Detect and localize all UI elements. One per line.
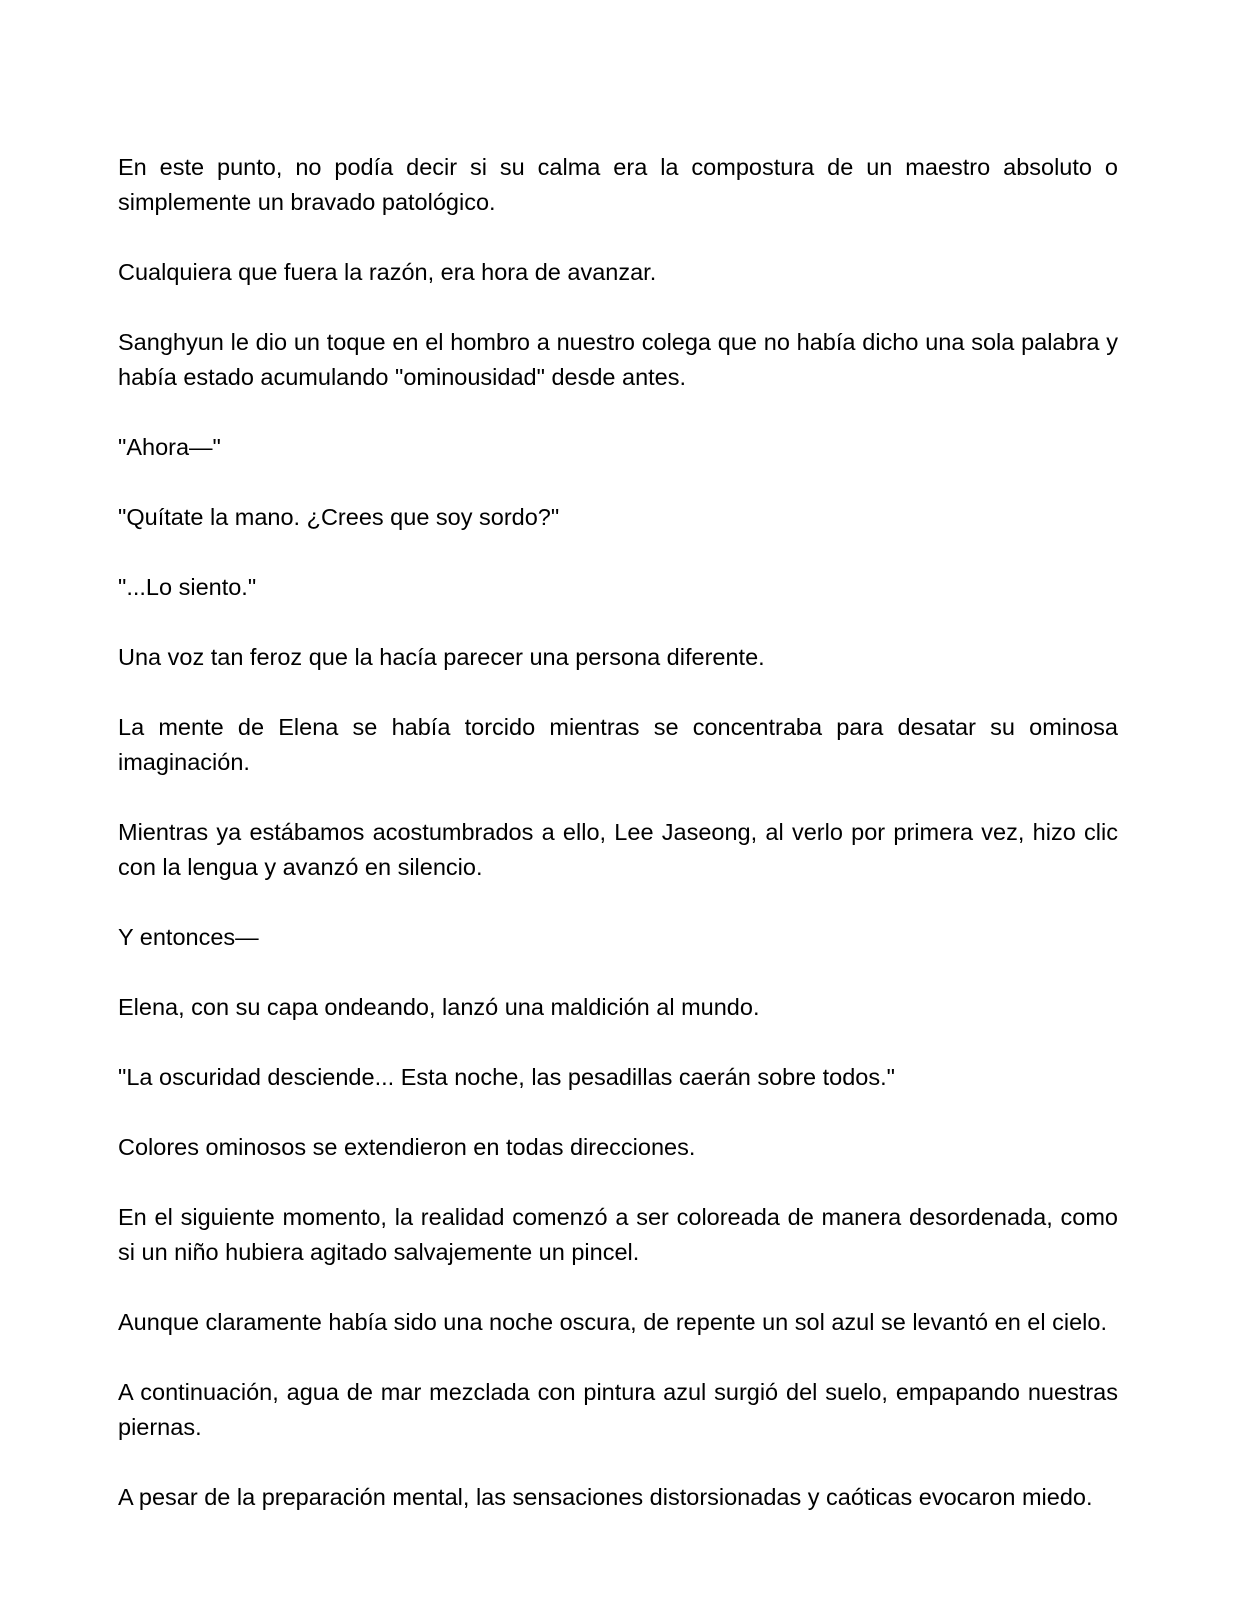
paragraph: Mientras ya estábamos acostumbrados a ello, Lee Jaseong, al verlo por primera vez, hizo clic con la lengua y avanzó en silencio. [118,819,1125,880]
paragraph: "Quítate la mano. ¿Crees que soy sordo?" [118,504,560,530]
paragraph: En el siguiente momento, la realidad comenzó a ser coloreada de manera desordenada, como si un niño hubiera agitado salvajemente un pincel. [118,1204,1125,1265]
paragraph: Cualquiera que fuera la razón, era hora de avanzar. [118,259,657,285]
paragraph: Colores ominosos se extendieron en todas direcciones. [118,1134,696,1160]
document-body [118,150,1125,1550]
paragraph: "Ahora—" [118,434,221,460]
paragraph: La mente de Elena se había torcido mientras se concentraba para desatar su ominosa imaginación. [118,714,1125,775]
paragraph: A continuación, agua de mar mezclada con pintura azul surgió del suelo, empapando nuestras piernas. [118,1379,1125,1440]
paragraph: "...Lo siento." [118,574,257,600]
paragraph: Una voz tan feroz que la hacía parecer una persona diferente. [118,644,765,670]
paragraph: Y entonces— [118,924,259,950]
paragraph: Elena, con su capa ondeando, lanzó una maldición al mundo. [118,994,760,1020]
paragraph: A pesar de la preparación mental, las sensaciones distorsionadas y caóticas evocaron miedo. [118,1484,1093,1510]
paragraph: Sanghyun le dio un toque en el hombro a nuestro colega que no había dicho una sola palabra y había estado acumulando "ominousidad" desde antes. [118,329,1125,390]
paragraph: "La oscuridad desciende... Esta noche, las pesadillas caerán sobre todos." [118,1064,895,1090]
paragraph: Aunque claramente había sido una noche oscura, de repente un sol azul se levantó en el cielo. [118,1309,1107,1335]
paragraph: En este punto, no podía decir si su calma era la compostura de un maestro absoluto o simplemente un bravado patológico. [118,154,1125,215]
